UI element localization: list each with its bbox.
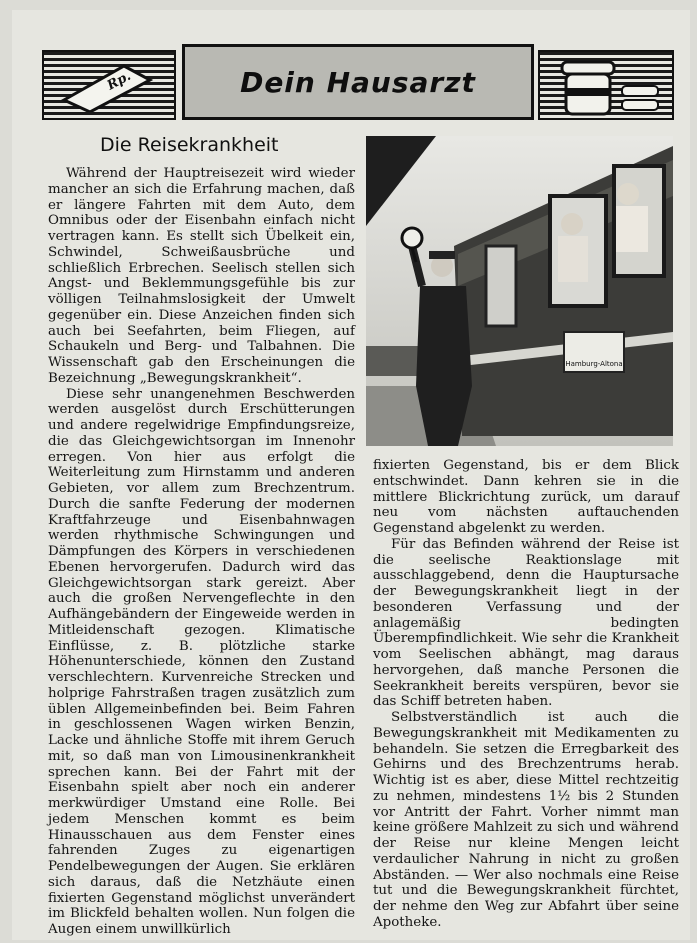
right-column bbox=[373, 458, 679, 931]
paragraph: Selbstverständlich ist auch die Bewegungskrankheit mit Medikamenten zu behandeln. Sie setzen die Erregbarkeit des Gehirns und des Brechzentrums herab. Wichtig ist es aber, diese Mittel rechtzeitig zu nehmen, mindestens 1½ bis 2 Stunden vor Antritt der Fahrt. Vorher nimmt man keine größere Mahlzeit zu sich und während der Reise nur kleine Mengen leicht verdaulicher Nahrung in nicht zu großen Abständen. — Wer also nochmals eine Reise tut und die Bewegungskrankheit fürchtet, der nehme den Weg zur Abfahrt über seine Apotheke. bbox=[373, 710, 679, 930]
page-title: Dein Hausarzt bbox=[240, 65, 476, 99]
prescription-card-icon bbox=[58, 62, 154, 112]
medicine-jar-icon bbox=[556, 58, 666, 118]
header-title-box bbox=[182, 44, 534, 120]
left-column bbox=[48, 166, 355, 938]
column-header bbox=[42, 44, 674, 122]
paragraph: Diese sehr unangenehmen Beschwerden werden ausgelöst durch Erschütterungen und andere regelwidrige Empfindungsreize, die das Gleichgewichtsorgan im Innenohr erregen. Von hier aus erfolgt die Weiterleitung zum Hirnstamm und anderen Gebieten, vor allem zum Brechzentrum. Durch die sanfte Federung der modernen Kraftfahrzeuge und Eisenbahnwagen werden rhythmische Schwingungen und Dämpfungen des Körpers in verschiedenen Ebenen hervorgerufen. Dadurch wird das Gleichgewichtsorgan stark gereizt. Aber auch die großen Nervengeflechte in den Aufhängebändern der Eingeweide werden in Mitleidenschaft gezogen. Klimatische Einflüsse, z. B. plötzliche starke Höhenunterschiede, können den Zustand verschlechtern. Kurvenreiche Strecken und holprige Fahrstraßen tragen zusätzlich zum üblen Allgemeinbefinden bei. Beim Fahren in geschlossenen Wagen wirken Benzin, Lacke und ähnliche Stoffe mit ihrem Geruch mit, so daß man von Limousinenkrankheit sprechen kann. Bei der Fahrt mit der Eisenbahn spielt aber noch ein anderer merkwürdiger Umstand eine Rolle. Bei jedem Menschen kommt es beim Hinausschauen aus dem Fenster eines fahrenden Zuges zu eigenartigen Pendelbewegungen der Augen. Sie erklären sich daraus, daß die Netzhäute einen fixierten Gegenstand möglichst unverändert im Blickfeld behalten wollen. Nun folgen die Augen einem unwillkürlich bbox=[48, 386, 355, 937]
paragraph: Für das Befinden während der Reise ist die seelische Reaktionslage mit ausschlaggebend, denn die Hauptursache der Bewegungskrankheit liegt in der besonderen Verfassung und der anlagemäßig bedingten Überempfindlichkeit. Wie sehr die Krankheit vom Seelischen abhängt, mag daraus hervorgehen, daß manche Personen die Seekrankheit bereits verspüren, bevor sie das Schiff betreten haben. bbox=[373, 536, 679, 710]
rx-label: Rp. bbox=[104, 68, 134, 94]
destination-sign: Hamburg-Altona bbox=[565, 360, 623, 368]
paragraph: fixierten Gegenstand, bis er dem Blick entschwindet. Dann kehren sie in die mittlere Blickrichtung zurück, um darauf neu vom nächsten auftauchenden Gegenstand abgelenkt zu werden. bbox=[373, 458, 679, 536]
prescription-panel bbox=[42, 50, 176, 120]
medicine-panel bbox=[538, 50, 674, 120]
paragraph: Während der Hauptreisezeit wird wieder mancher an sich die Erfahrung machen, daß er längere Fahrten mit dem Auto, dem Omnibus oder der Eisenbahn einfach nicht vertragen kann. Es stellt sich Übelkeit ein, Schwindel, Schweißausbrüche und schließlich Erbrechen. Seelisch stellen sich Angst- und Beklemmungsgefühle bis zur völligen Teilnahmslosigkeit der Umwelt gegenüber ein. Diese Anzeichen finden sich auch bei Seefahrten, beim Fliegen, auf Schaukeln und Berg- und Talbahnen. Die Wissenschaft gab den Erscheinungen die Bezeichnung „Bewegungskrankheit“. bbox=[48, 166, 355, 386]
train-photo bbox=[366, 136, 673, 446]
article-title: Die Reisekrankheit bbox=[100, 134, 279, 156]
